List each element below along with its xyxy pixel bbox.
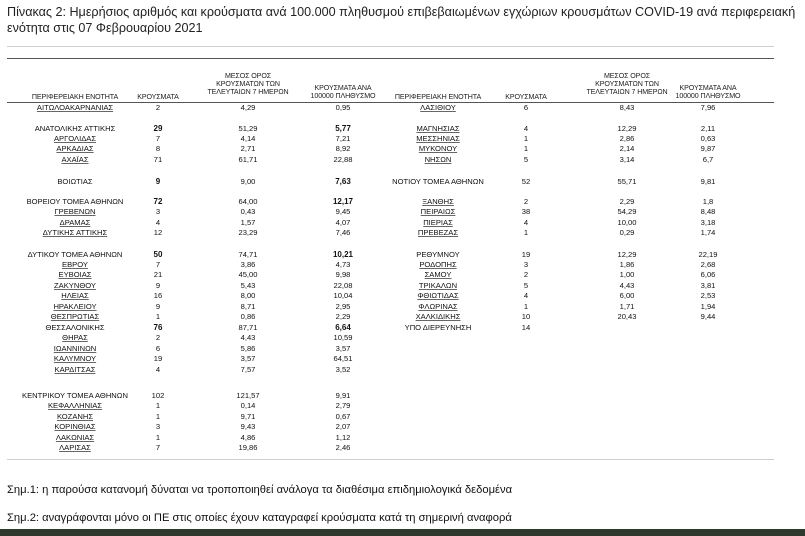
header-per-line1: ΚΡΟΥΣΜΑΤΑ ΑΝΑ: [679, 84, 737, 92]
unit-cell: ΛΑΚΩΝΙΑΣ: [55, 433, 95, 442]
avg7-cell: 3,57: [240, 354, 256, 363]
per100k-cell: 9,45: [335, 207, 351, 216]
unit-cell: ΔΥΤΙΚΟΥ ΤΟΜΕΑ ΑΘΗΝΩΝ: [27, 250, 123, 259]
cases-cell: 5: [523, 281, 529, 290]
table-row: [0, 207, 805, 217]
cases-cell: 1: [155, 401, 161, 410]
unit-cell: ΚΕΦΑΛΛΗΝΙΑΣ: [47, 401, 103, 410]
per100k-cell: 2,46: [335, 443, 351, 452]
cases-cell: 2: [523, 197, 529, 206]
cases-cell: 9: [155, 302, 161, 311]
avg7-cell: 7,57: [240, 365, 256, 374]
table-bottom-divider: [7, 459, 774, 460]
table-row: [0, 124, 805, 134]
avg7-cell: 4,43: [240, 333, 256, 342]
cases-cell: 10: [521, 312, 531, 321]
table-row: [0, 333, 805, 343]
avg7-cell: 9,71: [240, 412, 256, 421]
unit-cell: ΗΡΑΚΛΕΙΟΥ: [53, 302, 97, 311]
per100k-cell: 6,64: [335, 323, 351, 332]
avg7-cell: 3,14: [619, 155, 635, 164]
avg7-cell: 51,29: [238, 124, 258, 133]
avg7-cell: 8,00: [240, 291, 256, 300]
table-row: [0, 218, 805, 228]
per100k-cell: 3,52: [335, 365, 351, 374]
note-2: Σημ.2: αναγράφονται μόνο οι ΠΕ στις οποίες έχουν καταγραφεί κρούσματα κατά τη σημερινή αναφορά: [7, 512, 512, 524]
table-row: [0, 103, 805, 113]
note-1: Σημ.1: η παρούσα κατανομή δύναται να τροποποιηθεί ανάλογα τα διαθέσιμα επιδημιολογικά δεδομένα: [7, 484, 513, 496]
avg7-cell: 0,14: [240, 401, 256, 410]
avg7-cell: 87,71: [238, 323, 258, 332]
avg7-cell: 10,00: [617, 218, 637, 227]
avg7-cell: 19,86: [238, 443, 258, 452]
avg7-cell: 45,00: [238, 270, 258, 279]
avg7-cell: 4,86: [240, 433, 256, 442]
avg7-cell: 0,29: [619, 228, 635, 237]
window-bottom-bar: [0, 529, 805, 536]
unit-cell: ΧΑΛΚΙΔΙΚΗΣ: [415, 312, 461, 321]
unit-cell: ΞΑΝΘΗΣ: [422, 197, 454, 206]
unit-cell: ΗΛΕΙΑΣ: [61, 291, 89, 300]
cases-cell: 16: [153, 291, 163, 300]
avg7-cell: 4,14: [240, 134, 256, 143]
unit-cell: ΜΥΚΟΝΟΥ: [418, 144, 458, 153]
per100k-cell: 4,07: [335, 218, 351, 227]
cases-cell: 2: [523, 270, 529, 279]
cases-cell: 9: [155, 281, 161, 290]
avg7-cell: 1,57: [240, 218, 256, 227]
table-row: [0, 312, 805, 322]
table-row: [0, 433, 805, 443]
table-row: [0, 412, 805, 422]
header-unit-right: ΠΕΡΙΦΕΡΕΙΑΚΗ ΕΝΟΤΗΤΑ: [394, 93, 482, 101]
table-title: [7, 4, 802, 36]
unit-cell: ΙΩΑΝΝΙΝΩΝ: [53, 344, 97, 353]
per100k-cell: 5,77: [335, 124, 351, 133]
cases-cell: 102: [151, 391, 165, 400]
unit-cell: ΣΑΜΟΥ: [424, 270, 452, 279]
per100k-cell: 3,81: [700, 281, 716, 290]
per100k-cell: 7,96: [700, 103, 716, 112]
cases-cell: 29: [153, 124, 163, 133]
avg7-cell: 2,29: [619, 197, 635, 206]
per100k-cell: 2,29: [335, 312, 351, 321]
per100k-cell: 7,46: [335, 228, 351, 237]
header-per-line1: ΚΡΟΥΣΜΑΤΑ ΑΝΑ: [314, 84, 372, 92]
avg7-cell: 6,00: [619, 291, 635, 300]
unit-cell: ΑΝΑΤΟΛΙΚΗΣ ΑΤΤΙΚΗΣ: [34, 124, 116, 133]
avg7-cell: 4,43: [619, 281, 635, 290]
cases-cell: 12: [153, 228, 163, 237]
unit-cell: ΔΥΤΙΚΗΣ ΑΤΤΙΚΗΣ: [42, 228, 108, 237]
table-top-border: [7, 58, 774, 59]
unit-cell: ΝΟΤΙΟΥ ΤΟΜΕΑ ΑΘΗΝΩΝ: [392, 177, 484, 186]
per100k-cell: 22,19: [698, 250, 718, 259]
cases-cell: 5: [523, 155, 529, 164]
avg7-cell: 5,43: [240, 281, 256, 290]
header-avg-left: [198, 72, 298, 96]
avg7-cell: 12,29: [617, 124, 637, 133]
avg7-cell: 1,00: [619, 270, 635, 279]
avg7-cell: 4,29: [240, 103, 256, 112]
table-row: [0, 365, 805, 375]
unit-cell: ΒΟΙΩΤΙΑΣ: [57, 177, 93, 186]
per100k-cell: 9,91: [335, 391, 351, 400]
table-row: [0, 144, 805, 154]
per100k-cell: 0,63: [700, 134, 716, 143]
header-avg-line1: ΜΕΣΟΣ ΟΡΟΣ: [224, 72, 272, 80]
avg7-cell: 20,43: [617, 312, 637, 321]
cases-cell: 9: [155, 177, 161, 186]
per100k-cell: 8,48: [700, 207, 716, 216]
cases-cell: 3: [155, 207, 161, 216]
cases-cell: 3: [155, 422, 161, 431]
avg7-cell: 2,14: [619, 144, 635, 153]
per100k-cell: 0,95: [335, 103, 351, 112]
cases-cell: 72: [153, 197, 163, 206]
unit-cell: ΥΠΟ ΔΙΕΡΕΥΝΗΣΗ: [404, 323, 472, 332]
unit-cell: ΓΡΕΒΕΝΩΝ: [54, 207, 96, 216]
per100k-cell: 1,74: [700, 228, 716, 237]
avg7-cell: 61,71: [238, 155, 258, 164]
cases-cell: 4: [523, 218, 529, 227]
cases-cell: 3: [523, 260, 529, 269]
cases-cell: 6: [155, 344, 161, 353]
cases-cell: 19: [521, 250, 531, 259]
avg7-cell: 5,86: [240, 344, 256, 353]
per100k-cell: 64,51: [333, 354, 353, 363]
unit-cell: ΠΡΕΒΕΖΑΣ: [417, 228, 459, 237]
table-row: [0, 228, 805, 238]
table-row: [0, 291, 805, 301]
header-cases-right: ΚΡΟΥΣΜΑΤΑ: [505, 93, 547, 101]
per100k-cell: 2,79: [335, 401, 351, 410]
header-avg-line3: ΤΕΛΕΥΤΑΙΩΝ 7 ΗΜΕΡΩΝ: [586, 88, 668, 96]
cases-cell: 71: [153, 155, 163, 164]
cases-cell: 6: [523, 103, 529, 112]
unit-cell: ΕΥΒΟΙΑΣ: [58, 270, 92, 279]
per100k-cell: 9,81: [700, 177, 716, 186]
unit-cell: ΕΒΡΟΥ: [62, 260, 88, 269]
cases-cell: 2: [155, 333, 161, 342]
avg7-cell: 0,43: [240, 207, 256, 216]
cases-cell: 76: [153, 323, 163, 332]
unit-cell: ΦΘΙΩΤΙΔΑΣ: [417, 291, 459, 300]
per100k-cell: 1,8: [702, 197, 714, 206]
table-row: [0, 270, 805, 280]
per100k-cell: 2,95: [335, 302, 351, 311]
per100k-cell: 8,92: [335, 144, 351, 153]
per100k-cell: 0,67: [335, 412, 351, 421]
table-row: [0, 302, 805, 312]
per100k-cell: 2,11: [700, 124, 716, 133]
per100k-cell: 9,44: [700, 312, 716, 321]
table-row: [0, 197, 805, 207]
table-row: [0, 401, 805, 411]
cases-cell: 1: [523, 302, 529, 311]
table-row: [0, 391, 805, 401]
cases-cell: 7: [155, 443, 161, 452]
unit-cell: ΚΕΝΤΡΙΚΟΥ ΤΟΜΕΑ ΑΘΗΝΩΝ: [22, 391, 128, 400]
avg7-cell: 8,71: [240, 302, 256, 311]
per100k-cell: 1,12: [335, 433, 351, 442]
unit-cell: ΡΟΔΟΠΗΣ: [419, 260, 457, 269]
per100k-cell: 22,88: [333, 155, 353, 164]
avg7-cell: 9,43: [240, 422, 256, 431]
avg7-cell: 55,71: [617, 177, 637, 186]
cases-cell: 52: [521, 177, 531, 186]
avg7-cell: 64,00: [238, 197, 258, 206]
avg7-cell: 9,00: [240, 177, 256, 186]
table-row: [0, 443, 805, 453]
unit-cell: ΝΗΣΩΝ: [424, 155, 452, 164]
title-line-1: Πίνακας 2: Ημερήσιος αριθμός και κρούσματα ανά 100.000 πληθυσμού επιβεβαιωμένων εγχώριων κρουσμάτων COVID-19 ανά περιφερειακή: [7, 5, 796, 19]
avg7-cell: 3,86: [240, 260, 256, 269]
per100k-cell: 6,06: [700, 270, 716, 279]
per100k-cell: 2,68: [700, 260, 716, 269]
cases-cell: 1: [155, 412, 161, 421]
cases-cell: 1: [523, 144, 529, 153]
table-row: [0, 354, 805, 364]
title-divider: [7, 46, 774, 47]
unit-cell: ΑΡΚΑΔΙΑΣ: [56, 144, 94, 153]
cases-cell: 19: [153, 354, 163, 363]
table-row: [0, 281, 805, 291]
per100k-cell: 22,08: [333, 281, 353, 290]
unit-cell: ΜΕΣΣΗΝΙΑΣ: [416, 134, 460, 143]
unit-cell: ΛΑΡΙΣΑΣ: [59, 443, 91, 452]
header-unit-left: ΠΕΡΙΦΕΡΕΙΑΚΗ ΕΝΟΤΗΤΑ: [31, 93, 119, 101]
table-row: [0, 344, 805, 354]
avg7-cell: 2,86: [619, 134, 635, 143]
cases-cell: 4: [155, 365, 161, 374]
per100k-cell: 3,57: [335, 344, 351, 353]
per100k-cell: 1,94: [700, 302, 716, 311]
unit-cell: ΔΡΑΜΑΣ: [59, 218, 91, 227]
unit-cell: ΛΑΣΙΘΙΟΥ: [420, 103, 456, 112]
per100k-cell: 4,73: [335, 260, 351, 269]
title-line-2: ενότητα στις 07 Φεβρουαρίου 2021: [7, 21, 203, 35]
header-avg-line1: ΜΕΣΟΣ ΟΡΟΣ: [603, 72, 651, 80]
cases-cell: 1: [155, 433, 161, 442]
cases-cell: 1: [523, 134, 529, 143]
per100k-cell: 2,07: [335, 422, 351, 431]
avg7-cell: 2,71: [240, 144, 256, 153]
per100k-cell: 10,21: [332, 250, 354, 259]
cases-cell: 8: [155, 144, 161, 153]
avg7-cell: 74,71: [238, 250, 258, 259]
unit-cell: ΘΕΣΣΑΛΟΝΙΚΗΣ: [45, 323, 105, 332]
cases-cell: 4: [523, 124, 529, 133]
cases-cell: 7: [155, 260, 161, 269]
per100k-cell: 9,98: [335, 270, 351, 279]
per100k-cell: 9,87: [700, 144, 716, 153]
per100k-cell: 2,53: [700, 291, 716, 300]
table-row: [0, 177, 805, 187]
unit-cell: ΠΙΕΡΙΑΣ: [423, 218, 453, 227]
cases-cell: 4: [523, 291, 529, 300]
per100k-cell: 10,04: [333, 291, 353, 300]
avg7-cell: 12,29: [617, 250, 637, 259]
per100k-cell: 7,63: [335, 177, 351, 186]
table-row: [0, 323, 805, 333]
table-row: [0, 422, 805, 432]
avg7-cell: 1,71: [619, 302, 635, 311]
unit-cell: ΚΑΛΥΜΝΟΥ: [53, 354, 97, 363]
header-per-right: [658, 84, 758, 100]
cases-cell: 1: [523, 228, 529, 237]
table-row: [0, 134, 805, 144]
unit-cell: ΑΧΑΪΑΣ: [61, 155, 89, 164]
table-row: [0, 260, 805, 270]
avg7-cell: 1,86: [619, 260, 635, 269]
unit-cell: ΘΗΡΑΣ: [62, 333, 88, 342]
unit-cell: ΖΑΚΥΝΘΟΥ: [54, 281, 96, 290]
unit-cell: ΚΟΖΑΝΗΣ: [56, 412, 94, 421]
per100k-cell: 7,21: [335, 134, 351, 143]
header-avg-line2: ΚΡΟΥΣΜΑΤΩΝ ΤΩΝ: [595, 80, 659, 88]
cases-cell: 2: [155, 103, 161, 112]
unit-cell: ΤΡΙΚΑΛΩΝ: [418, 281, 458, 290]
header-avg-line3: ΤΕΛΕΥΤΑΙΩΝ 7 ΗΜΕΡΩΝ: [207, 88, 289, 96]
unit-cell: ΡΕΘΥΜΝΟΥ: [416, 250, 460, 259]
unit-cell: ΠΕΙΡΑΙΩΣ: [420, 207, 456, 216]
unit-cell: ΦΛΩΡΙΝΑΣ: [418, 302, 458, 311]
table-row: [0, 155, 805, 165]
table-row: [0, 250, 805, 260]
per100k-cell: 12,17: [332, 197, 354, 206]
avg7-cell: 121,57: [236, 391, 260, 400]
cases-cell: 21: [153, 270, 163, 279]
unit-cell: ΚΟΡΙΝΘΙΑΣ: [54, 422, 96, 431]
per100k-cell: 3,18: [700, 218, 716, 227]
cases-cell: 4: [155, 218, 161, 227]
avg7-cell: 54,29: [617, 207, 637, 216]
cases-cell: 38: [521, 207, 531, 216]
header-per-line2: 100000 ΠΛΗΘΥΣΜΟ: [310, 92, 376, 100]
unit-cell: ΜΑΓΝΗΣΙΑΣ: [416, 124, 460, 133]
per100k-cell: 10,59: [333, 333, 353, 342]
avg7-cell: 23,29: [238, 228, 258, 237]
per100k-cell: 6,7: [702, 155, 714, 164]
unit-cell: ΚΑΡΔΙΤΣΑΣ: [54, 365, 96, 374]
unit-cell: ΑΡΓΟΛΙΔΑΣ: [53, 134, 97, 143]
cases-cell: 7: [155, 134, 161, 143]
header-cases-left: ΚΡΟΥΣΜΑΤΑ: [137, 93, 179, 101]
avg7-cell: 0,86: [240, 312, 256, 321]
cases-cell: 1: [155, 312, 161, 321]
header-per-line2: 100000 ΠΛΗΘΥΣΜΟ: [675, 92, 741, 100]
unit-cell: ΘΕΣΠΡΩΤΙΑΣ: [50, 312, 100, 321]
unit-cell: ΒΟΡΕΙΟΥ ΤΟΜΕΑ ΑΘΗΝΩΝ: [26, 197, 124, 206]
cases-cell: 50: [153, 250, 163, 259]
header-avg-line2: ΚΡΟΥΣΜΑΤΩΝ ΤΩΝ: [216, 80, 280, 88]
cases-cell: 14: [521, 323, 531, 332]
unit-cell: ΑΙΤΩΛΟΑΚΑΡΝΑΝΙΑΣ: [36, 103, 114, 112]
avg7-cell: 8,43: [619, 103, 635, 112]
